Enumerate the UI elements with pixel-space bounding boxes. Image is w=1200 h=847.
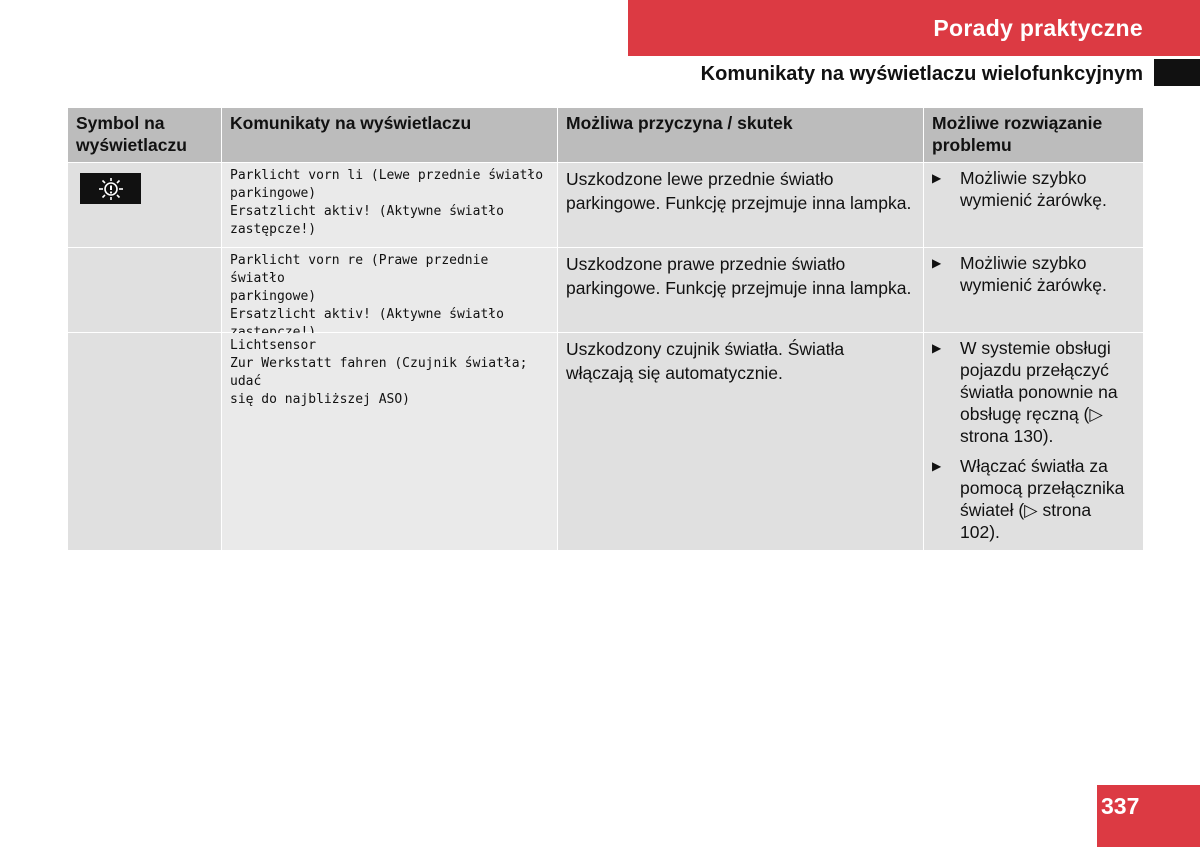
- section-header-bar: [628, 0, 1200, 56]
- cause-cell: Uszkodzony czujnik światła. Światła włączają się automatycznie.: [558, 333, 924, 550]
- page-heading: Komunikaty na wyświetlaczu wielofunkcyjnym: [700, 63, 1143, 85]
- page-number: 337: [1097, 785, 1200, 847]
- bullet-arrow-icon: ▶: [932, 341, 942, 355]
- message-cell: [222, 333, 558, 550]
- solution-text: Możliwie szybko wymienić żarówkę.: [960, 168, 1107, 210]
- table-row: [68, 332, 1143, 550]
- column-header-symbol: Symbol na wyświetlaczu: [68, 108, 222, 162]
- message-line: Lichtsensor: [230, 338, 317, 353]
- bullet-arrow-icon: ▶: [932, 171, 942, 185]
- solution-item: [932, 252, 1135, 296]
- message-line: się do najbliższej ASO): [230, 392, 411, 407]
- message-cell: [222, 248, 558, 332]
- table-row: [68, 247, 1143, 332]
- bullet-arrow-icon: ▶: [932, 256, 942, 270]
- message-line: Parklicht vorn li (Lewe przednie światło: [230, 168, 544, 183]
- symbol-cell: [68, 163, 222, 247]
- solution-cell: [924, 248, 1143, 332]
- solution-cell: [924, 333, 1143, 550]
- symbol-cell: [68, 333, 222, 550]
- solution-item: [932, 167, 1135, 211]
- message-cell: [222, 163, 558, 247]
- bullet-arrow-icon: ▶: [932, 459, 942, 473]
- message-line: Ersatzlicht aktiv! (Aktywne światło: [230, 307, 504, 322]
- symbol-cell: [68, 248, 222, 332]
- message-line: Ersatzlicht aktiv! (Aktywne światło: [230, 204, 504, 219]
- messages-table: [68, 108, 1143, 550]
- column-header-cause: Możliwa przyczyna / skutek: [558, 108, 924, 162]
- parking-light-warning-icon: [80, 173, 141, 204]
- column-header-message: Komunikaty na wyświetlaczu: [222, 108, 558, 162]
- table-row: [68, 162, 1143, 247]
- solution-cell: [924, 163, 1143, 247]
- message-line: zastępcze!): [230, 222, 317, 237]
- solution-text: Możliwie szybko wymienić żarówkę.: [960, 253, 1107, 295]
- cause-cell: Uszkodzone lewe przednie światło parkingowe. Funkcję przejmuje inna lampka.: [558, 163, 924, 247]
- section-title: Porady praktyczne: [933, 14, 1143, 41]
- table-header-row: [68, 108, 1143, 162]
- message-line: parkingowe): [230, 186, 317, 201]
- column-header-solution: Możliwe rozwiązanie problemu: [924, 108, 1143, 162]
- message-line: Parklicht vorn re (Prawe przednie światło: [230, 253, 489, 286]
- solution-text: Włączać światła za pomocą przełącznika świateł (▷ strona 102).: [960, 456, 1125, 542]
- solution-item: [932, 455, 1135, 543]
- solution-item: [932, 337, 1135, 447]
- cause-cell: Uszkodzone prawe przednie światło parkingowe. Funkcję przejmuje inna lampka.: [558, 248, 924, 332]
- message-line: parkingowe): [230, 289, 317, 304]
- heading-tab-marker: [1154, 59, 1200, 86]
- message-line: Zur Werkstatt fahren (Czujnik światła; udać: [230, 356, 528, 389]
- solution-text: W systemie obsługi pojazdu przełączyć światła ponownie na obsługę ręczną (▷ strona 130).: [960, 338, 1118, 446]
